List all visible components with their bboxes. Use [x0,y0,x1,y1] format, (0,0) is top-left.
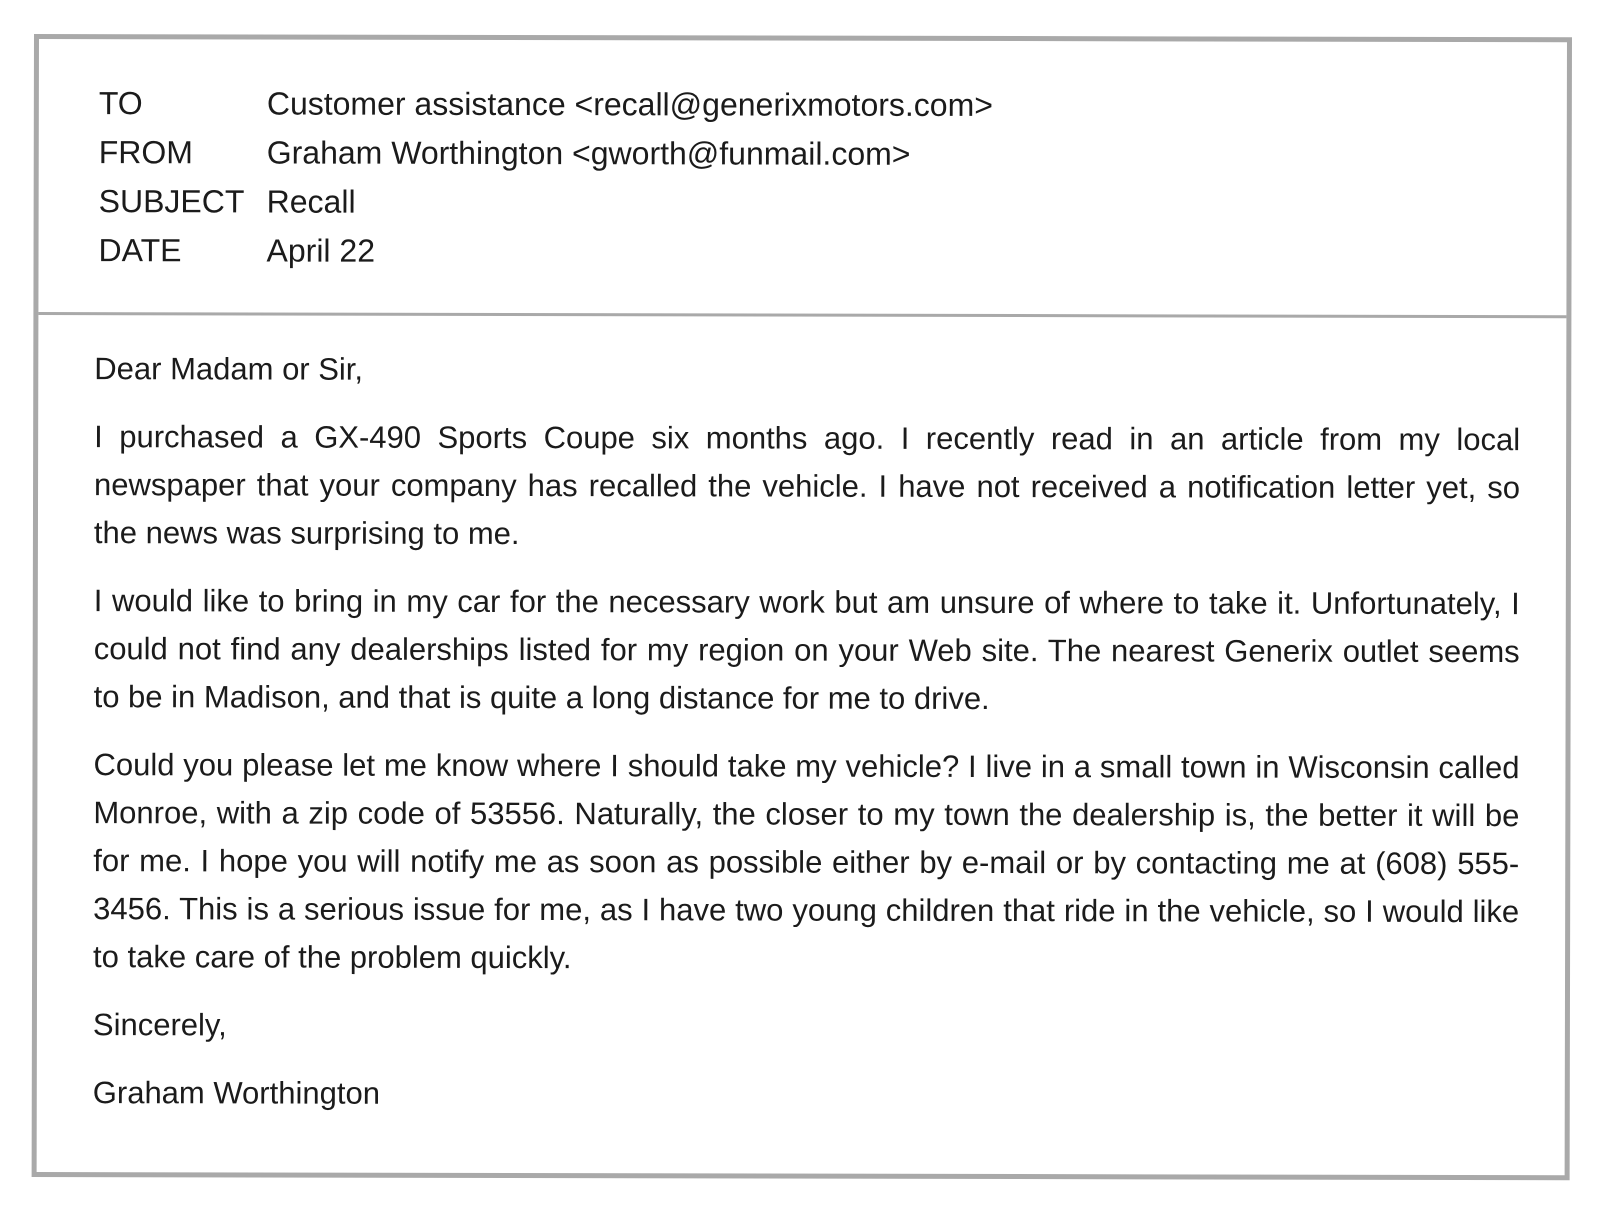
email-document [32,34,1572,1180]
email-header-fields [99,85,993,270]
date-label: DATE [98,232,182,269]
body-paragraph-1: I purchased a GX-490 Sports Coupe six months ago. I recently read in an article from my local newspaper that your company has recalled the vehicle. I have not received a notification letter yet, so the news was surprising to me. [93,419,1521,552]
to-label: TO [98,85,143,122]
from-value: Graham Worthington <gworth@funmail.com> [266,134,911,172]
from-label: FROM [98,134,193,171]
greeting: Dear Madam or Sir, [94,351,364,387]
to-value: Customer assistance <recall@generixmotors.com> [266,85,993,124]
date-value: April 22 [266,232,376,269]
subject-label: SUBJECT [98,183,245,220]
body-paragraph-2: I would like to bring in my car for the necessary work but am unsure of where to take it. Unfortunately, I could not find any dealerships listed for my region on your Web site. The nearest Generix outlet seems to be in Madison, and that is quite a long distance for me to drive. [93,583,1520,717]
signature: Graham Worthington [92,1075,381,1111]
email-header [38,39,1567,318]
closing: Sincerely, [92,1007,227,1043]
email-body [93,345,1521,1120]
body-paragraph-3: Could you please let me know where I should take my vehicle? I live in a small town in Wisconsin called Monroe, with a zip code of 53556. Naturally, the closer to my town the dealership is, the better it will be for me. I hope you will notify me as soon as possible either by e-mail or by contacting me at (608) 555-3456. This is a serious issue for me, as I have two young children that ride in the vehicle, so I would like to take care of the problem quickly. [93,747,1520,976]
subject-value: Recall [266,183,356,220]
